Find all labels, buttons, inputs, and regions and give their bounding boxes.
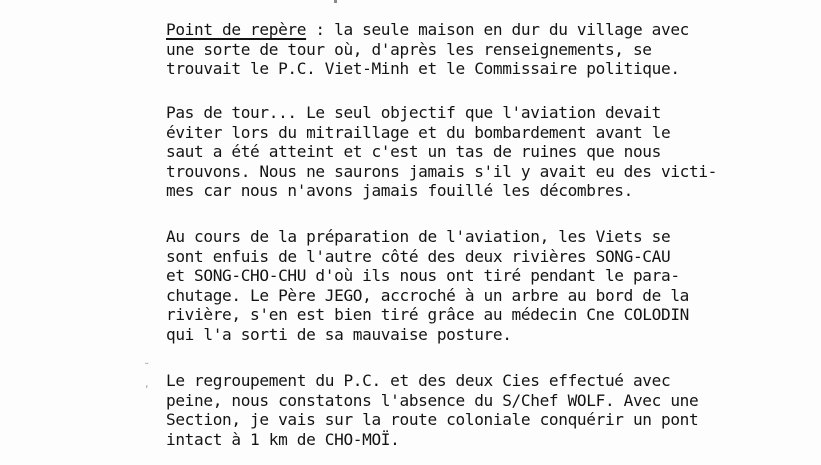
paragraph-line: Section, je vais sur la route coloniale conquérir un pont [166,410,699,429]
paragraph-line: éviter lors du mitraillage et du bombardement avant le [166,122,671,142]
paragraph-line: trouvons. Nous ne saurons jamais s'il y avait eu des victi- [166,161,718,181]
paragraph-line: Le regroupement du P.C. et des deux Cies effectué avec [166,371,671,390]
paragraph-line: mes car nous n'avons jamais fouillé les décombres. [166,181,633,200]
paragraph-pas-de-tour [166,103,717,201]
paragraph-heading: Point de repère [166,20,307,39]
paragraph-line: Pas de tour... Le seul objectif que l'aviation devait [166,103,661,122]
paragraph-line: trouvait le P.C. Viet-Minh et le Commissaire politique. [166,59,680,78]
paragraph-line: intact à 1 km de CHO-MOÏ. [166,429,400,449]
paragraph-line: rivière, s'en est bien tiré grâce au médecin Cne COLODIN [166,305,689,324]
paragraph-line: peine, nous constatons l'absence du S/Chef WOLF. Avec une [166,390,699,410]
scan-speck [334,0,337,3]
paragraph-line: une sorte de tour où, d'après les renseignements, se [166,39,652,59]
paragraph-line: sont enfuis de l'autre côté des deux rivières SONG-CAU [166,246,671,266]
paragraph-line: et SONG-CHO-CHU d'où ils nous ont tiré pendant le para- [166,266,680,285]
paragraph-point-de-repere [166,20,689,79]
paragraph-line: qui l'a sorti de sa mauvaise posture. [166,324,512,344]
paragraph-line: : la seule maison en dur du village avec [306,20,690,39]
paragraph-preparation-aviation [166,227,689,344]
scan-speck: ˘ [144,361,150,374]
paragraph-line: saut a été atteint et c'est un tas de ruines que nous [166,142,661,161]
paragraph-line: Au cours de la préparation de l'aviation, les Viets se [166,227,671,246]
scan-speck: ‚ [145,377,149,390]
paragraph-regroupement [166,371,698,449]
paragraph-line: chutage. Le Père JEGO, accroché à un arbre au bord de la [166,285,689,305]
